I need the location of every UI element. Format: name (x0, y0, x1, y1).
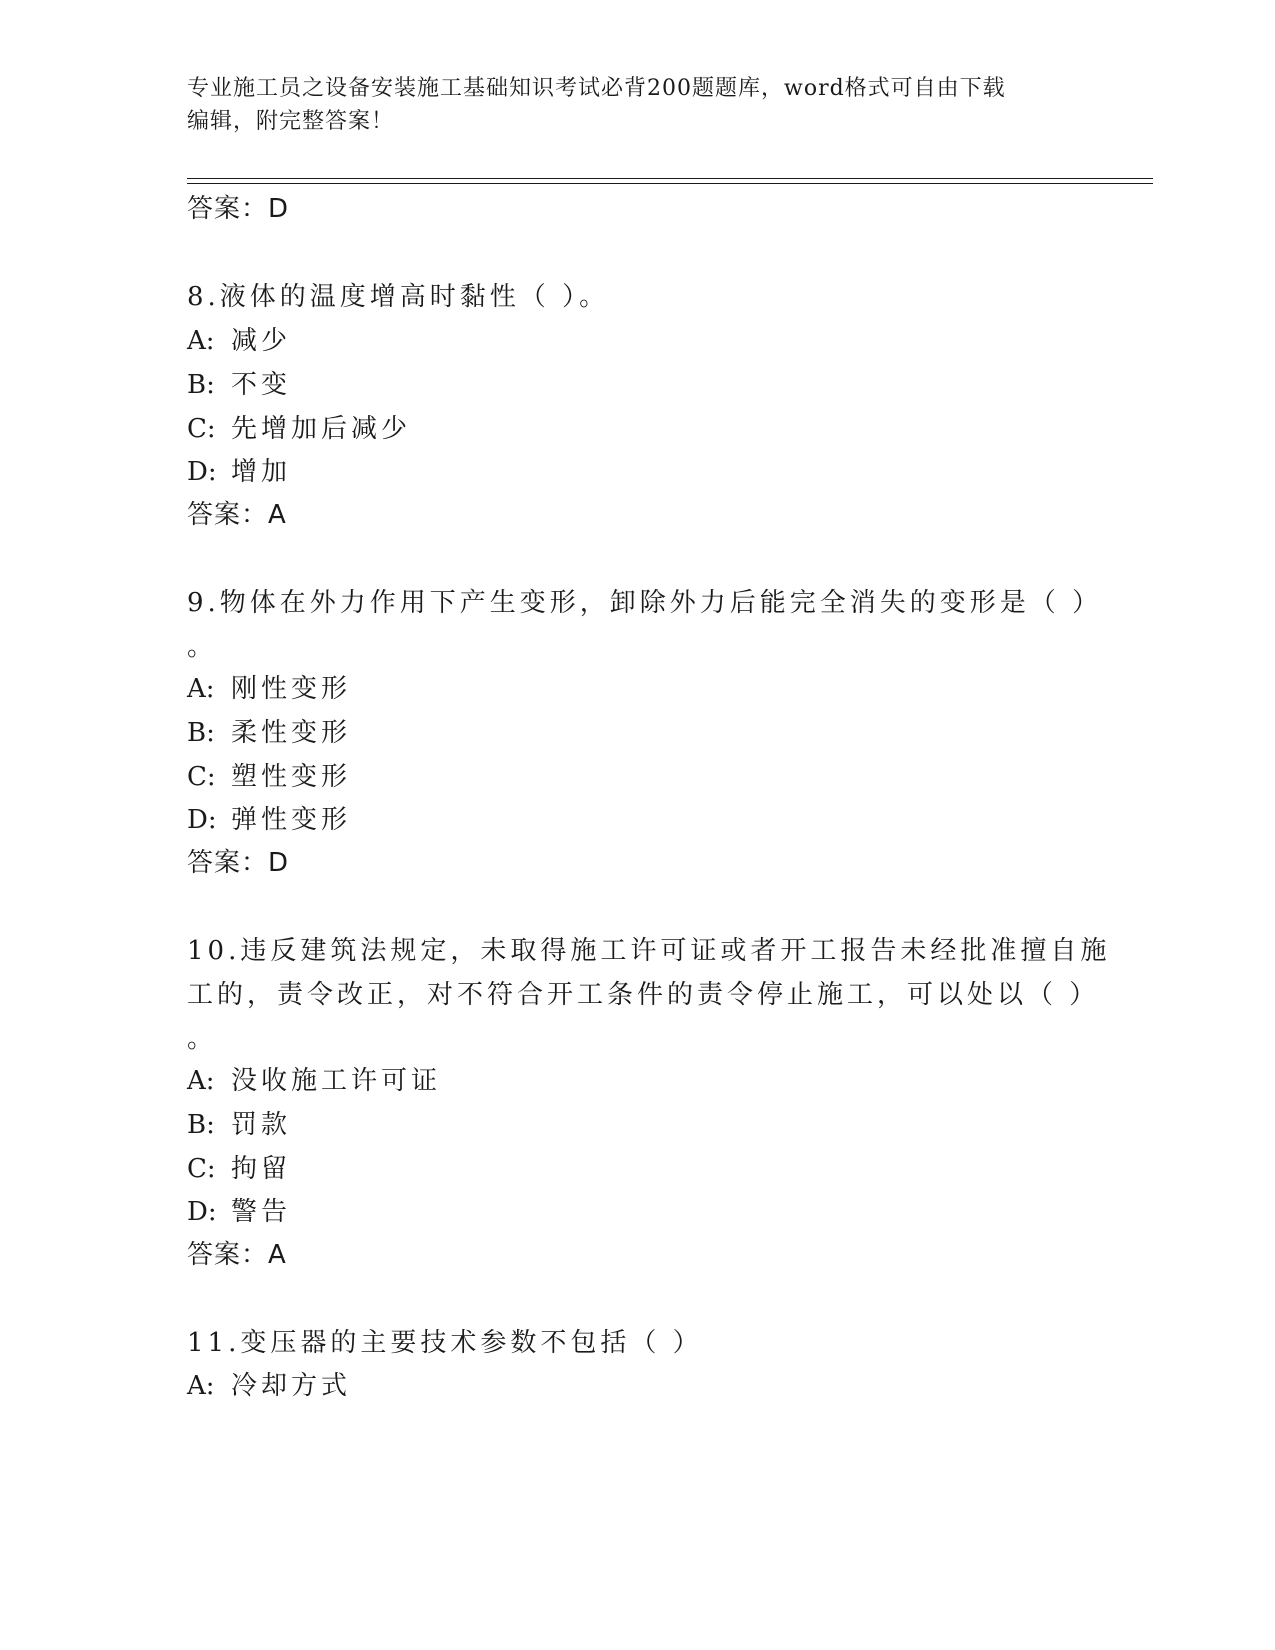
question-8-option-b: B: 不变 (187, 370, 292, 400)
question-10-option-a: A: 没收施工许可证 (187, 1066, 442, 1096)
question-8-text: 8.液体的温度增高时黏性（ ）。 (187, 282, 610, 312)
question-10-option-d: D: 警告 (187, 1197, 292, 1227)
question-10-answer: 答案：A (187, 1240, 287, 1270)
question-8-answer: 答案：A (187, 500, 287, 530)
question-8-option-c: C: 先增加后减少 (187, 414, 412, 444)
question-8-option-d: D: 增加 (187, 457, 292, 487)
question-9-option-a: A: 刚性变形 (187, 674, 352, 704)
question-9-answer: 答案：D (187, 848, 290, 878)
header-divider-top (187, 178, 1153, 179)
question-11-option-a: A: 冷却方式 (187, 1371, 352, 1401)
question-8-option-a: A: 减少 (187, 326, 292, 356)
question-10-text-line-1: 10.违反建筑法规定，未取得施工许可证或者开工报告未经批准擅自施 (187, 936, 1111, 966)
question-9-text-line-2: 。 (187, 632, 218, 662)
question-11-text: 11.变压器的主要技术参数不包括（ ） (187, 1328, 703, 1358)
question-9-text-line-1: 9.物体在外力作用下产生变形，卸除外力后能完全消失的变形是（ ） (187, 588, 1103, 618)
question-10-option-b: B: 罚款 (187, 1110, 292, 1140)
question-10-text-line-3: 。 (187, 1024, 218, 1054)
question-10-text-line-2: 工的，责令改正，对不符合开工条件的责令停止施工，可以处以（ ） (187, 980, 1100, 1010)
question-9-option-b: B: 柔性变形 (187, 718, 352, 748)
header-line-1: 专业施工员之设备安装施工基础知识考试必背200题题库，word格式可自由下载 (187, 76, 1006, 101)
header-divider-bottom (187, 183, 1153, 184)
question-10-option-c: C: 拘留 (187, 1154, 292, 1184)
question-9-option-c: C: 塑性变形 (187, 762, 352, 792)
page-header (187, 72, 1067, 138)
question-9-option-d: D: 弹性变形 (187, 805, 352, 835)
header-line-2: 编辑，附完整答案！ (187, 109, 395, 134)
answer-previous: 答案：D (187, 194, 290, 224)
